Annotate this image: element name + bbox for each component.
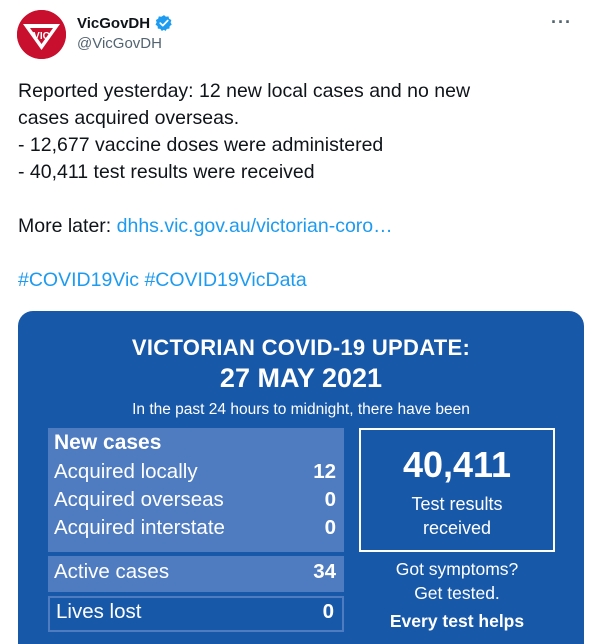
case-label: Acquired locally [54, 460, 198, 483]
active-cases-row [54, 560, 336, 584]
author-name-row [77, 14, 173, 32]
tweet-line: cases acquired overseas. [18, 107, 240, 129]
more-later-text: More later: [18, 215, 117, 237]
symptoms-line-2: Get tested. [414, 583, 500, 603]
test-results-label [361, 492, 553, 540]
hashtags-line [18, 267, 578, 294]
symptoms-message [359, 557, 555, 633]
case-label: Acquired interstate [54, 516, 225, 539]
lives-lost-value: 0 [322, 600, 334, 623]
case-value: 12 [313, 460, 336, 483]
more-options-icon[interactable]: ··· [551, 12, 572, 32]
test-results-value: 40,411 [402, 444, 512, 485]
card-date: 27 MAY 2021 [219, 363, 383, 393]
display-name[interactable]: VicGovDH [77, 14, 151, 32]
active-cases-box [48, 556, 344, 592]
lives-lost-row [56, 600, 334, 624]
card-subtitle: In the past 24 hours to midnight, there have been [132, 401, 470, 418]
lives-lost-label: Lives lost [56, 600, 142, 623]
verified-badge-icon [155, 14, 173, 32]
new-cases-panel [48, 428, 344, 552]
active-cases-label: Active cases [54, 560, 170, 583]
case-row [54, 488, 336, 512]
case-row [54, 516, 336, 540]
case-value: 0 [324, 488, 336, 511]
tweet-line: - 40,411 test results were received [18, 161, 315, 183]
hashtag-link[interactable]: #COVID19Vic [18, 269, 140, 291]
hashtag-link[interactable]: #COVID19VicData [144, 269, 307, 291]
tweet-link[interactable]: dhhs.vic.gov.au/victorian-coro… [116, 215, 393, 237]
handle[interactable]: @VicGovDH [77, 35, 162, 52]
case-row [54, 460, 336, 484]
active-cases-value: 34 [313, 560, 336, 583]
svg-text:VIC: VIC [33, 31, 50, 42]
blank-line [18, 240, 578, 267]
more-later-line [18, 213, 578, 240]
card-title: VICTORIAN COVID-19 UPDATE: [131, 335, 471, 360]
tweet-line: - 12,677 vaccine doses were administered [18, 134, 384, 156]
case-value: 0 [324, 516, 336, 539]
tweet-text [18, 78, 578, 294]
new-cases-title: New cases [54, 431, 162, 454]
lives-lost-box [48, 596, 344, 632]
symptoms-line-1: Got symptoms? [395, 559, 519, 579]
tweet-line: Reported yesterday: 12 new local cases and no new [18, 80, 471, 102]
case-label: Acquired overseas [54, 488, 224, 511]
every-test-helps: Every test helps [389, 611, 525, 631]
test-results-label-2: received [422, 518, 492, 538]
blank-line [18, 186, 578, 213]
vic-logo-icon [17, 10, 66, 59]
covid-update-image[interactable] [18, 311, 584, 644]
test-results-label-1: Test results [411, 494, 503, 514]
avatar[interactable] [17, 10, 66, 59]
test-results-panel [359, 428, 555, 552]
